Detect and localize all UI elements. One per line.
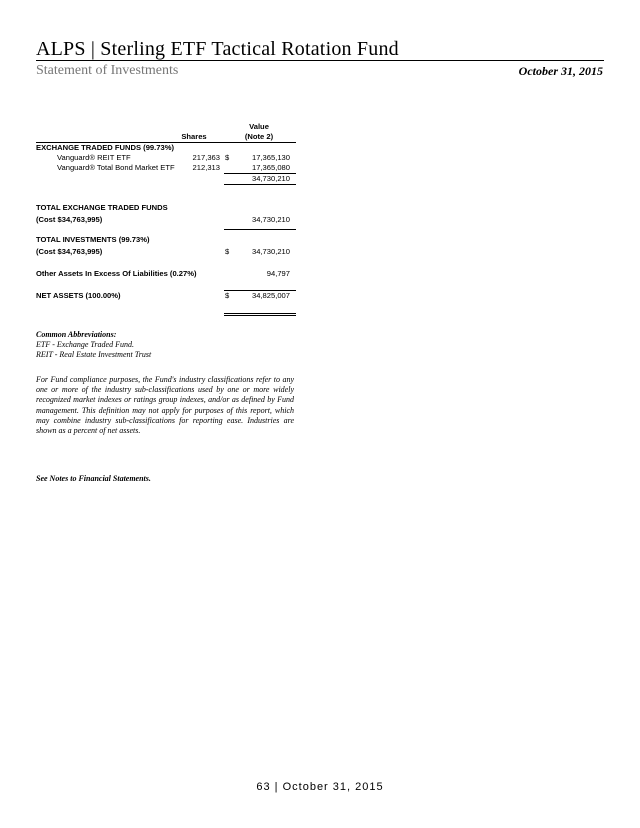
section-subtotal: 34,730,210	[251, 174, 290, 183]
total-etf-value: 34,730,210	[251, 215, 290, 224]
total-investments-cost: (Cost $34,763,995)	[36, 247, 103, 256]
holding-name: Vanguard® Total Bond Market ETF	[57, 163, 175, 172]
abbreviations-heading: Common Abbreviations:	[36, 330, 117, 339]
holding-value: 17,365,130	[251, 153, 290, 162]
holding-row	[36, 153, 296, 163]
other-assets-value: 94,797	[266, 269, 290, 278]
net-assets-label: NET ASSETS (100.00%)	[36, 291, 121, 300]
holding-name: Vanguard® REIT ETF	[57, 153, 131, 162]
total-investments-row-1	[36, 235, 296, 245]
net-assets-rule-1	[224, 313, 296, 314]
section-title: EXCHANGE TRADED FUNDS (99.73%)	[36, 143, 174, 152]
holding-shares: 217,363	[192, 153, 220, 162]
total-etf-cost: (Cost $34,763,995)	[36, 215, 103, 224]
holding-row	[36, 163, 296, 173]
column-header-row-2	[36, 132, 296, 142]
section-subtotal-row	[36, 174, 296, 184]
dollar-sign: $	[225, 153, 230, 162]
abbreviation-etf: ETF - Exchange Traded Fund.	[36, 340, 134, 349]
holding-value: 17,365,080	[251, 163, 290, 172]
abbreviations-block	[36, 330, 294, 360]
total-etf-row-2	[36, 215, 296, 225]
value-column-header: Value	[249, 122, 269, 131]
header-rule	[36, 60, 604, 61]
total-etf-row-1	[36, 203, 296, 213]
total-investments-value: 34,730,210	[251, 247, 290, 256]
total-etf-rule	[224, 229, 296, 230]
fund-title: ALPS | Sterling ETF Tactical Rotation Fund	[36, 38, 399, 60]
other-assets-label: Other Assets In Excess Of Liabilities (0.27%)	[36, 269, 197, 278]
holding-shares: 212,313	[192, 163, 220, 172]
see-notes-text: See Notes to Financial Statements.	[36, 474, 151, 483]
net-assets-rule-2	[224, 315, 296, 316]
other-assets-row	[36, 269, 296, 279]
dollar-sign: $	[225, 247, 230, 256]
shares-column-header: Shares	[181, 132, 207, 141]
investments-table	[36, 122, 296, 301]
column-header-row-1	[36, 122, 296, 132]
dollar-sign: $	[225, 291, 230, 300]
total-etf-label: TOTAL EXCHANGE TRADED FUNDS	[36, 203, 168, 212]
net-assets-value: 34,825,007	[251, 291, 290, 300]
value-note-header: (Note 2)	[244, 132, 274, 141]
compliance-paragraph: For Fund compliance purposes, the Fund's industry classifications refer to any one or more of the industry sub-classifications used by one or more widely recognized market indexes or ratings group indexes, and/or as defined by Fund management. This definition may not apply for purposes of this report, which may combine industry sub-classifications for reporting ease. Industries are shown as a percent of net assets.	[36, 375, 294, 436]
subtotal-bottom-rule	[224, 184, 296, 185]
total-investments-row-2	[36, 247, 296, 257]
total-investments-label: TOTAL INVESTMENTS (99.73%)	[36, 235, 150, 244]
statement-title: Statement of Investments	[36, 63, 179, 78]
abbreviation-reit: REIT - Real Estate Investment Trust	[36, 350, 152, 359]
page-footer: 63 | October 31, 2015	[256, 781, 384, 793]
report-date: October 31, 2015	[518, 64, 603, 78]
section-title-row	[36, 143, 296, 153]
net-assets-row	[36, 291, 296, 301]
